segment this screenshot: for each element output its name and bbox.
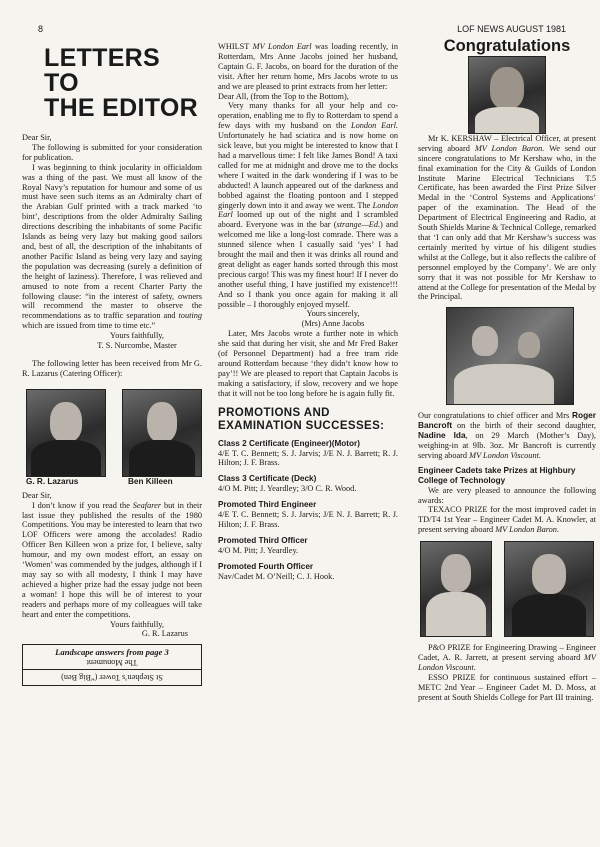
page-number: 8: [38, 24, 44, 34]
killeen-photo: [122, 389, 202, 477]
earl-followup: Later, Mrs Jacobs wrote a further note in which she said that during her visit, she and Mr Fred Baker (of Personnel Department) had a free tram ride around Rotterdam because ‘they didn’t know how to pay’!! We are pleased to report that Captain Jacobs is making a satisfactory, if slow, recovery and we hope that it will not be too long before he is again fully fit.: [218, 329, 398, 398]
kershaw-photo-area: [418, 56, 596, 134]
earl-letter: Very many thanks for all your help and co-operation, enabling me to fly to Rotterdam to spend a few days with my husband on the London Earl. Unfortunately he had sciatica and is now home on sick leave, but you might be interested to know that I had a marvellous time: I felt like James Bond! A taxi called for me at midnight and drove me to the docks where I waited in the dark wondering if I was to be abducted! A launch appeared out of the darkness and bobbed against the floating pontoon and I stepped gingerly down into it and away we went. The London Earl loomed up out of the night and I scrambled aboard. Everyone was in the bar (strange—Ed.) and welcomed me like a long-lost comrade. There was a stunned silence when I casually said ‘yes’ I had brought the mail and then it was drinks all round and great delight as eager hands sorted through this most precious cargo! This was my finest hour! If I never do another useful thing, I have justified my existence!!! And so I thank you once again for making it all possible – I thoroughly enjoyed myself.: [218, 101, 398, 309]
issue-title: LOF NEWS AUGUST 1981: [457, 24, 566, 34]
promotions-title: PROMOTIONS AND EXAMINATION SUCCESSES:: [218, 406, 385, 432]
cadets-intro: We are very pleased to announce the following awards:: [418, 485, 596, 505]
salutation: Dear Sir,: [22, 133, 52, 142]
letter-paragraph: I was beginning to think jocularity in officialdom was a thing of the past. We must all know of the Royal Navy’s reputation for humour and some of us must have seen such items as an Admiralty chart of the Arabian Gulf printed with a track marked ‘to bint’, descriptions from the older Admiralty Sailing directions describing the inhabitants of some Pacific Islands as being very lazy but making good sailors and, best of all, the description of the inhabitants of another Pacific Island as being very lazy and saying the population was decreasing (surely a definition of the height of laziness). Therefore, I was relieved and amused to note from a recent Charter Party the following clause: “in the interest of safety, owners will recommend the master to observe the recommendations as to traffic separation and touting which are issued from time to time etc.”: [22, 162, 202, 331]
cadet-photo-left: [420, 541, 492, 637]
salutation: Dear Sir,: [22, 490, 52, 500]
page-header: [0, 24, 600, 36]
closing: Yours faithfully,: [110, 619, 164, 629]
caption-killeen: Ben Killeen: [128, 476, 173, 486]
promotion-section: Promoted Third Officer 4/O M. Pitt; J. Yeardley.: [218, 535, 308, 555]
closing: Yours faithfully,: [110, 331, 164, 341]
earl-intro: WHILST MV London Earl was loading recently, in Rotterdam, Mrs Anne Jacobs joined her husband, Captain G. F. Jacobs, on board for the duration of the visit. After her return home, Mrs Jacobs wrote to us and we are pleased to print extracts from her letter:: [218, 42, 398, 91]
esso-prize: ESSO PRIZE for continuous sustained effort – METC 2nd Year – Engineer Cadet M. D. Moss, at present at South Shields College for Part III training.: [418, 672, 596, 702]
kershaw-paragraph: Mr K. KERSHAW – Electrical Officer, at present serving aboard MV London Baron. We send our sincere congratulations to Mr Kershaw who, in the final examination for the City & Guilds of London Institute Marine Electrical Technicians T.5 Certificate, has been awarded the First Prize Silver Medal in the ‘Control Systems and Applications’ paper of the examination. The Head of the Department of Electrical Engineering and Radio, at South Shields Marine & Technical College, remarked that ‘I can only add that Mr Kershaw’s success was certainly merited by virtue of his diligent studies whilst at the College, but it also reflects the calibre of personnel employed by the Company’. We are only sorry that it was not possible for Mr Kershaw to attend at the College for presentation of the Medal by the Principal.: [418, 133, 596, 302]
letters-column: [22, 42, 202, 686]
texaco-prize: TEXACO PRIZE for the most improved cadet in TD/T4 1st Year – Engineer Cadet M. A. Knowler, at present serving aboard MV London Baron.: [418, 505, 596, 535]
cadets-heading: Engineer Cadets take Prizes at Highbury College of Technology: [418, 465, 576, 485]
caption-lazarus: G. R. Lazarus: [26, 476, 79, 486]
signature: G. R. Lazarus: [141, 629, 188, 639]
promotion-section: Class 2 Certificate (Engineer)(Motor) 4/E T. C. Bennett; S. J. Jarvis; J/E N. J. Barrett; R. J. Hilton; J. F. Brass.: [218, 438, 398, 468]
london-earl-column: [218, 42, 398, 582]
bancroft-paragraph: Our congratulations to chief officer and Mrs Roger Bancroft on the birth of their second daughter, Nadine Ida, on 29 March (Mother’s Day), weighing-in at 9lb. 3oz. Mr Bancroft is currently serving aboard MV London Viscount.: [418, 410, 596, 460]
letter-paragraph: The following letter has been received from Mr G. R. Lazarus (Catering Officer):: [22, 358, 202, 378]
congratulations-column: [418, 37, 596, 703]
earl-greeting: Dear All, (from the Top to the Bottom),: [218, 91, 349, 101]
bancroft-family-photo: [418, 307, 596, 405]
letters-title: LETTERS TO THE EDITOR: [44, 44, 198, 122]
landscape-answer-1: The Monument: [86, 658, 138, 668]
portrait-photos: [22, 385, 202, 489]
promotion-section: Class 3 Certificate (Deck) 4/O M. Pitt; J. Yeardley; 3/O C. R. Wood.: [218, 474, 357, 494]
landscape-answer-2: St Stephen’s Tower (“Big Ben): [61, 673, 163, 683]
letter-paragraph: The following is submitted for your consideration for publication.: [22, 142, 202, 162]
signature: T. S. Nurcombe, Master: [97, 341, 177, 351]
letter-paragraph: I don’t know if you read the Seafarer but in their last issue they published the results of the 1980 Competitions. You may be interested to learn that two LOF Officers were among the accolades! Radio Officer Ben Killeen won a prize for, I believe, salty humour, and my own modest effort, an essay on ‘Women’ was commended by the judges, although if I may say so with all modesty, I think I may have achieved a higher prize had the essay judge not been a woman! I hope this will be of interest to your readers and perhaps more of my colleagues will take heart and enter the competitions.: [22, 500, 202, 619]
promotion-section: Promoted Fourth Officer Nav/Cadet M. O’Neill; C. J. Hook.: [218, 561, 335, 581]
closing: Yours sincerely,: [306, 309, 360, 319]
cadet-photo-right: [504, 541, 594, 637]
cadet-photos: [418, 541, 596, 639]
landscape-answers-box: [22, 644, 202, 686]
lazarus-photo: [26, 389, 106, 477]
congratulations-title: Congratulations: [443, 37, 571, 55]
landscape-title: Landscape answers from page 3: [55, 647, 169, 658]
promotion-section: Promoted Third Engineer 4/E T. C. Bennett; S. J. Jarvis; J/E N. J. Barrett; R. J. Hilton; J. F. Brass.: [218, 500, 398, 529]
po-prize: P&O PRIZE for Engineering Drawing – Engineer Cadet, A. R. Jarrett, at present serving aboard MV London Viscount.: [418, 643, 596, 672]
kershaw-photo: [468, 56, 546, 134]
signature: (Mrs) Anne Jacobs: [301, 319, 365, 329]
